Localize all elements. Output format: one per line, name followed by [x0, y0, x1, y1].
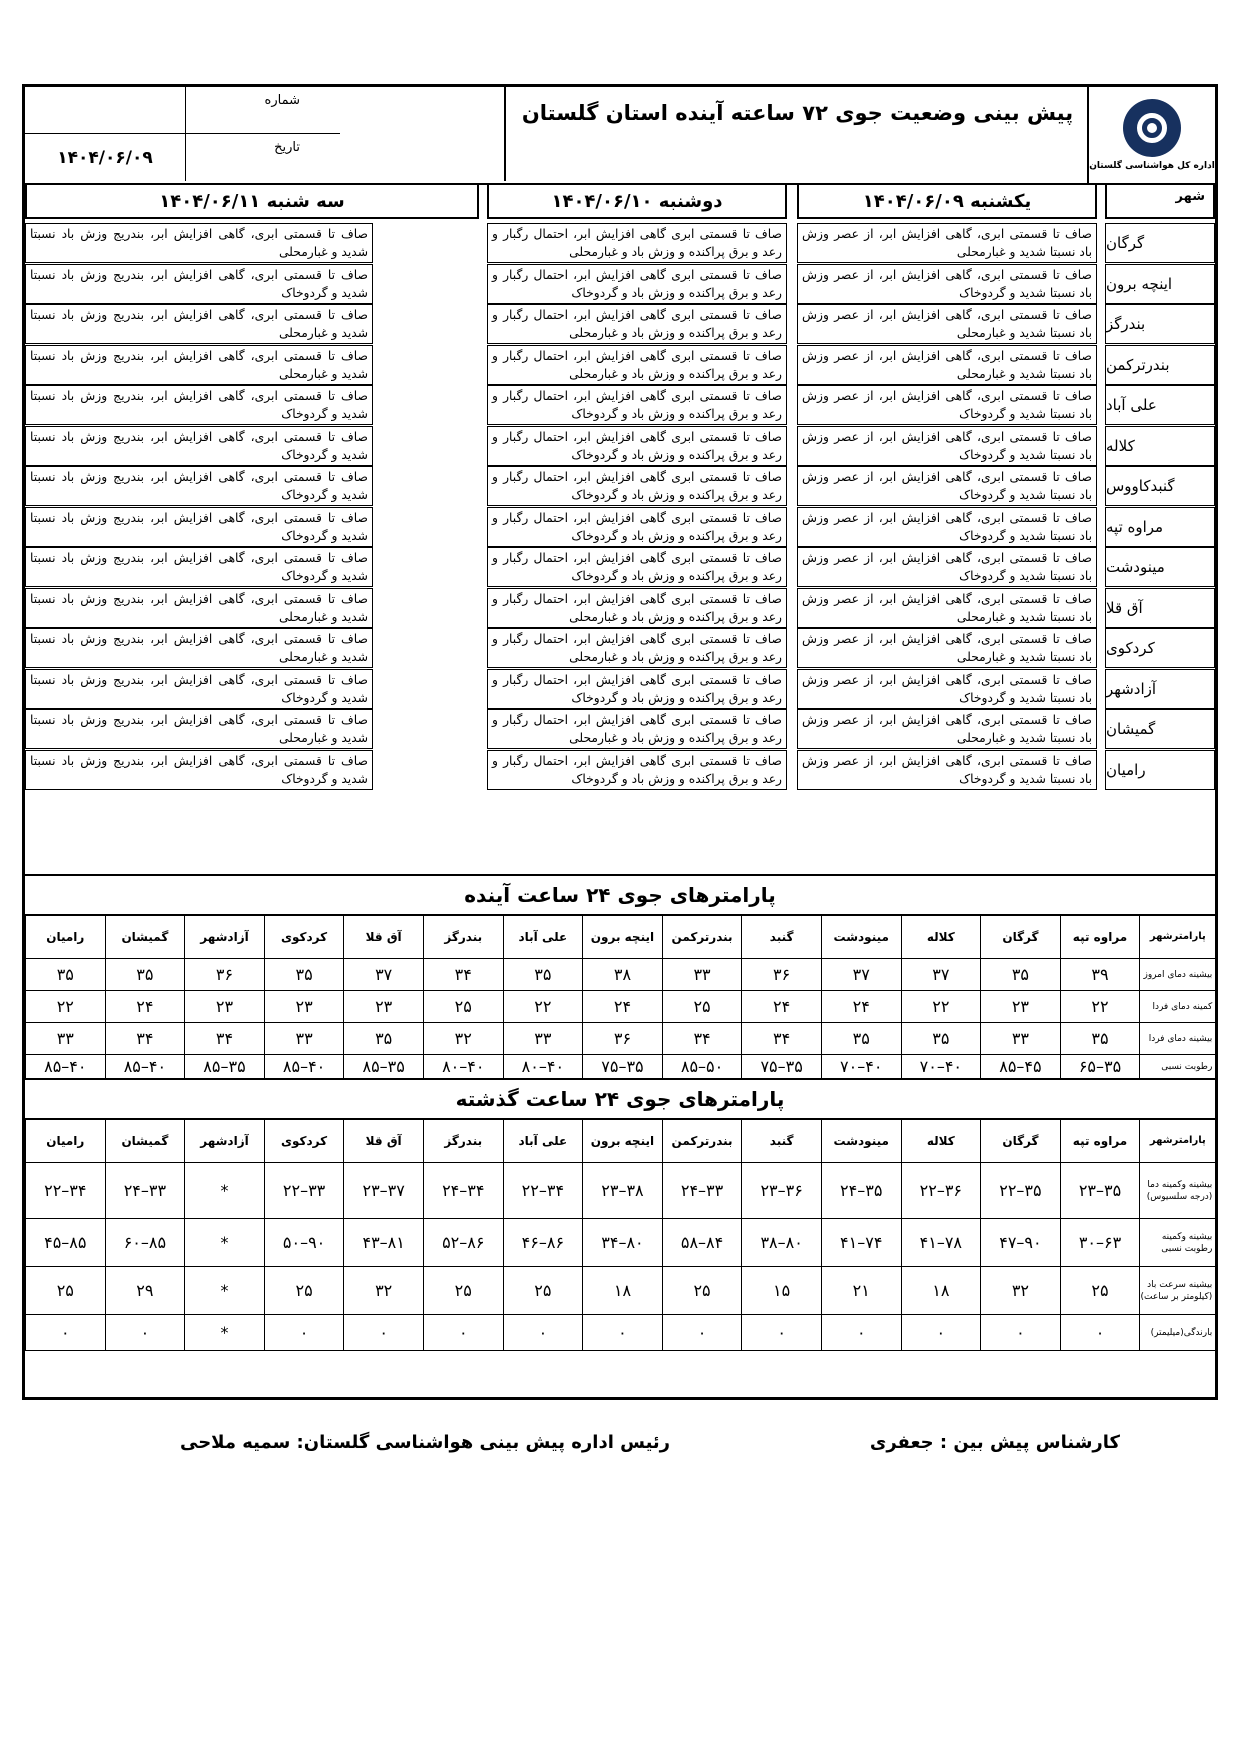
params-value: ۳۶ [742, 959, 822, 991]
params-value: ۳۶ [583, 1023, 663, 1055]
params-value: ۴۰–۸۰ [503, 1055, 583, 1079]
day-header-1: یکشنبه ۱۴۰۴/۰۶/۰۹ [797, 183, 1097, 219]
forecast-row [25, 264, 1215, 304]
forecast-day-3: صاف تا قسمتی ابری، گاهی افزایش ابر، بندریج وزش باد نسبتا شدید و غبارمحلی [25, 223, 373, 263]
forecast-day-3: صاف تا قسمتی ابری، گاهی افزایش ابر، بندریج وزش باد نسبتا شدید و غبارمحلی [25, 345, 373, 385]
params-row-label: بیشینه وکمینه رطوبت نسبی [1140, 1219, 1216, 1267]
params-value: ۲۹ [105, 1267, 185, 1315]
params-value: ۲۳ [344, 991, 424, 1023]
forecast-day-1: صاف تا قسمتی ابری، گاهی افزایش ابر، از عصر وزش باد نسبتا شدید و غبارمحلی [797, 304, 1097, 344]
forecast-day-3: صاف تا قسمتی ابری، گاهی افزایش ابر، بندریج وزش باد نسبتا شدید و گردوخاک [25, 385, 373, 425]
city-name: مراوه تپه [1105, 507, 1215, 547]
forecast-day-1: صاف تا قسمتی ابری، گاهی افزایش ابر، از عصر وزش باد نسبتا شدید و غبارمحلی [797, 223, 1097, 263]
params-value: ۳۴–۲۲ [503, 1163, 583, 1219]
params-value: ۴۵–۸۵ [981, 1055, 1061, 1079]
params-value: ۲۱ [821, 1267, 901, 1315]
forecast-day-1: صاف تا قسمتی ابری، گاهی افزایش ابر، از عصر وزش باد نسبتا شدید و غبارمحلی [797, 588, 1097, 628]
params-value: ۰ [1060, 1315, 1140, 1351]
params-value: ۲۴ [105, 991, 185, 1023]
date-label: تاریخ [185, 134, 340, 181]
forecast-day-1: صاف تا قسمتی ابری، گاهی افزایش ابر، از عصر وزش باد نسبتا شدید و غبارمحلی [797, 709, 1097, 749]
params-city-header: کردکوی [264, 1119, 344, 1163]
forecast-row [25, 709, 1215, 749]
params-city-header: گرگان [981, 915, 1061, 959]
forecast-day-2: صاف تا قسمتی ابری گاهی افزایش ابر، احتمال رگبار و رعد و برق پراکنده و وزش باد و گردوخاک [487, 385, 787, 425]
forecast-row [25, 669, 1215, 709]
forecast-day-2: صاف تا قسمتی ابری گاهی افزایش ابر، احتمال رگبار و رعد و برق پراکنده و وزش باد و غبارمحلی [487, 588, 787, 628]
forecast-sheet [22, 84, 1218, 1400]
forecast-day-2: صاف تا قسمتی ابری گاهی افزایش ابر، احتمال رگبار و رعد و برق پراکنده و وزش باد و گردوخاک [487, 264, 787, 304]
params-value: ۳۶ [185, 959, 265, 991]
number-label: شماره [185, 87, 340, 134]
params-value: ۸۱–۴۳ [344, 1219, 424, 1267]
params-city-header: آزادشهر [185, 915, 265, 959]
params-value: ۳۵ [344, 1023, 424, 1055]
params-value: ۳۶–۲۲ [901, 1163, 981, 1219]
logo-org-name: اداره کل هواشناسی گلستان [1089, 161, 1215, 171]
forecast-day-1: صاف تا قسمتی ابری، گاهی افزایش ابر، از عصر وزش باد نسبتا شدید و گردوخاک [797, 669, 1097, 709]
params-value: ۸۴–۵۸ [662, 1219, 742, 1267]
params-value: ۴۰–۷۰ [821, 1055, 901, 1079]
params-row [26, 1023, 1216, 1055]
params-row [26, 1163, 1216, 1219]
params-row [26, 991, 1216, 1023]
params-value: ۹۰–۴۷ [981, 1219, 1061, 1267]
params-value: ۸۰–۳۸ [742, 1219, 822, 1267]
params-city-header: اینچه برون [583, 915, 663, 959]
forecast-day-3: صاف تا قسمتی ابری، گاهی افزایش ابر، بندریج وزش باد نسبتا شدید و غبارمحلی [25, 628, 373, 668]
next24-table [25, 914, 1216, 1079]
params-value: ۳۵ [901, 1023, 981, 1055]
params-value: ۳۳–۲۲ [264, 1163, 344, 1219]
params-value: ۰ [26, 1315, 106, 1351]
params-value: ۳۴–۲۲ [26, 1163, 106, 1219]
forecast-day-3: صاف تا قسمتی ابری، گاهی افزایش ابر، بندریج وزش باد نسبتا شدید و گردوخاک [25, 547, 373, 587]
params-value: ۳۳ [26, 1023, 106, 1055]
params-row-label: بیشینه سرعت باد (کیلومتر بر ساعت) [1140, 1267, 1216, 1315]
params-value: * [185, 1267, 265, 1315]
params-value: ۳۷ [901, 959, 981, 991]
params-row-label: رطوبت نسبی [1140, 1055, 1216, 1079]
forecast-day-3: صاف تا قسمتی ابری، گاهی افزایش ابر، بندریج وزش باد نسبتا شدید و گردوخاک [25, 507, 373, 547]
forecast-day-2: صاف تا قسمتی ابری گاهی افزایش ابر، احتمال رگبار و رعد و برق پراکنده و وزش باد و گردوخاک [487, 466, 787, 506]
city-name: اینچه برون [1105, 264, 1215, 304]
params-value: ۷۸–۴۱ [901, 1219, 981, 1267]
params-corner: پارامترشهر [1140, 915, 1216, 959]
params-value: ۳۵ [503, 959, 583, 991]
params-value: ۰ [821, 1315, 901, 1351]
params-city-header: مینودشت [821, 1119, 901, 1163]
forecast-row [25, 345, 1215, 385]
forecast-day-3: صاف تا قسمتی ابری، گاهی افزایش ابر، بندریج وزش باد نسبتا شدید و گردوخاک [25, 426, 373, 466]
params-value: ۳۳ [264, 1023, 344, 1055]
params-value: ۲۲ [503, 991, 583, 1023]
params-header-row [26, 1119, 1216, 1163]
params-value: ۳۵–۲۲ [981, 1163, 1061, 1219]
params-value: ۸۰–۳۴ [583, 1219, 663, 1267]
forecast-row [25, 588, 1215, 628]
params-city-header: گنبد [742, 1119, 822, 1163]
params-value: ۱۸ [901, 1267, 981, 1315]
params-value: ۳۷–۲۳ [344, 1163, 424, 1219]
city-name: گمیشان [1105, 709, 1215, 749]
params-city-header: آزادشهر [185, 1119, 265, 1163]
params-row [26, 959, 1216, 991]
params-row [26, 1267, 1216, 1315]
forecast-day-2: صاف تا قسمتی ابری گاهی افزایش ابر، احتمال رگبار و رعد و برق پراکنده و وزش باد و گردوخاک [487, 507, 787, 547]
date-value: ۱۴۰۴/۰۶/۰۹ [57, 147, 153, 168]
params-city-header: کلاله [901, 915, 981, 959]
forecast-day-1: صاف تا قسمتی ابری، گاهی افزایش ابر، از عصر وزش باد نسبتا شدید و غبارمحلی [797, 345, 1097, 385]
params-value: ۲۵ [26, 1267, 106, 1315]
params-value: * [185, 1219, 265, 1267]
params-row-label: بیشینه وکمینه دما (درجه سلسیوس) [1140, 1163, 1216, 1219]
params-city-header: گرگان [981, 1119, 1061, 1163]
forecast-day-3: صاف تا قسمتی ابری، گاهی افزایش ابر، بندریج وزش باد نسبتا شدید و گردوخاک [25, 750, 373, 790]
params-value: ۰ [981, 1315, 1061, 1351]
document-meta [25, 87, 502, 181]
page-title: پیش بینی وضعیت جوی ۷۲ ساعته آینده استان گلستان [504, 87, 1089, 181]
params-city-header: رامیان [26, 1119, 106, 1163]
params-value: ۲۴ [821, 991, 901, 1023]
city-name: گنبدکاووس [1105, 466, 1215, 506]
params-row [26, 1055, 1216, 1079]
params-value: ۳۴ [185, 1023, 265, 1055]
params-value: ۳۵ [26, 959, 106, 991]
forecast-day-2: صاف تا قسمتی ابری گاهی افزایش ابر، احتمال رگبار و رعد و برق پراکنده و وزش باد و گردوخاک [487, 426, 787, 466]
day-header-2: دوشنبه ۱۴۰۴/۰۶/۱۰ [487, 183, 787, 219]
params-value: ۰ [901, 1315, 981, 1351]
params-value: ۲۲ [26, 991, 106, 1023]
params-value: ۳۷ [344, 959, 424, 991]
params-value: ۰ [583, 1315, 663, 1351]
params-value: ۳۶–۲۳ [742, 1163, 822, 1219]
forecast-day-1: صاف تا قسمتی ابری، گاهی افزایش ابر، از عصر وزش باد نسبتا شدید و گردوخاک [797, 507, 1097, 547]
city-column-header: شهر [1105, 183, 1215, 219]
forecast-row [25, 750, 1215, 790]
forecast-day-1: صاف تا قسمتی ابری، گاهی افزایش ابر، از عصر وزش باد نسبتا شدید و گردوخاک [797, 547, 1097, 587]
params-value: ۳۵ [1060, 1023, 1140, 1055]
params-city-header: کلاله [901, 1119, 981, 1163]
params-value: ۳۵–۸۵ [185, 1055, 265, 1079]
params-value: ۰ [423, 1315, 503, 1351]
forecast-day-1: صاف تا قسمتی ابری، گاهی افزایش ابر، از عصر وزش باد نسبتا شدید و گردوخاک [797, 264, 1097, 304]
params-value: ۲۳ [981, 991, 1061, 1023]
forecast-day-2: صاف تا قسمتی ابری گاهی افزایش ابر، احتمال رگبار و رعد و برق پراکنده و وزش باد و غبارمحلی [487, 223, 787, 263]
params-value: ۹۰–۵۰ [264, 1219, 344, 1267]
city-name: بندرگز [1105, 304, 1215, 344]
params-value: ۳۴ [662, 1023, 742, 1055]
params-city-header: مینودشت [821, 915, 901, 959]
params-value: ۳۴ [423, 959, 503, 991]
city-name: آزادشهر [1105, 669, 1215, 709]
forecast-day-3: صاف تا قسمتی ابری، گاهی افزایش ابر، بندریج وزش باد نسبتا شدید و گردوخاک [25, 466, 373, 506]
next24-title: پارامترهای جوی ۲۴ ساعت آینده [25, 874, 1215, 916]
params-city-header: اینچه برون [583, 1119, 663, 1163]
params-value: ۲۵ [662, 1267, 742, 1315]
params-row-label: کمینه دمای فردا [1140, 991, 1216, 1023]
params-value: ۳۴–۲۴ [423, 1163, 503, 1219]
params-value: ۷۴–۴۱ [821, 1219, 901, 1267]
params-value: ۳۵–۲۴ [821, 1163, 901, 1219]
forecast-row [25, 426, 1215, 466]
params-value: ۰ [105, 1315, 185, 1351]
forecast-day-2: صاف تا قسمتی ابری گاهی افزایش ابر، احتمال رگبار و رعد و برق پراکنده و وزش باد و غبارمحلی [487, 345, 787, 385]
forecast-day-1: صاف تا قسمتی ابری، گاهی افزایش ابر، از عصر وزش باد نسبتا شدید و گردوخاک [797, 385, 1097, 425]
city-name: گرگان [1105, 223, 1215, 263]
params-value: ۲۵ [264, 1267, 344, 1315]
params-city-header: آق قلا [344, 1119, 424, 1163]
forecast-day-1: صاف تا قسمتی ابری، گاهی افزایش ابر، از عصر وزش باد نسبتا شدید و غبارمحلی [797, 628, 1097, 668]
forecast-row [25, 466, 1215, 506]
params-value: ۵۰–۸۵ [662, 1055, 742, 1079]
params-value: ۳۵–۲۳ [1060, 1163, 1140, 1219]
forecast-day-1: صاف تا قسمتی ابری، گاهی افزایش ابر، از عصر وزش باد نسبتا شدید و گردوخاک [797, 426, 1097, 466]
params-value: ۳۵–۶۵ [1060, 1055, 1140, 1079]
params-value: ۳۲ [981, 1267, 1061, 1315]
params-row-label: بیشینه دمای امروز [1140, 959, 1216, 991]
forecast-day-2: صاف تا قسمتی ابری گاهی افزایش ابر، احتمال رگبار و رعد و برق پراکنده و وزش باد و غبارمحلی [487, 304, 787, 344]
forecast-row [25, 223, 1215, 263]
forecast-day-1: صاف تا قسمتی ابری، گاهی افزایش ابر، از عصر وزش باد نسبتا شدید و گردوخاک [797, 750, 1097, 790]
params-value: ۸۵–۴۵ [26, 1219, 106, 1267]
params-row-label: بارندگی(میلیمتر) [1140, 1315, 1216, 1351]
forecast-day-2: صاف تا قسمتی ابری گاهی افزایش ابر، احتمال رگبار و رعد و برق پراکنده و وزش باد و گردوخاک [487, 669, 787, 709]
params-value: ۲۴ [742, 991, 822, 1023]
params-value: ۳۳–۲۴ [105, 1163, 185, 1219]
params-value: ۰ [264, 1315, 344, 1351]
forecast-day-3: صاف تا قسمتی ابری، گاهی افزایش ابر، بندریج وزش باد نسبتا شدید و غبارمحلی [25, 588, 373, 628]
params-value: ۰ [662, 1315, 742, 1351]
params-header-row [26, 915, 1216, 959]
params-value: ۴۰–۷۰ [901, 1055, 981, 1079]
params-value: ۸۶–۴۶ [503, 1219, 583, 1267]
params-value: ۳۳ [662, 959, 742, 991]
forecast-day-2: صاف تا قسمتی ابری گاهی افزایش ابر، احتمال رگبار و رعد و برق پراکنده و وزش باد و گردوخاک [487, 750, 787, 790]
params-value: ۰ [503, 1315, 583, 1351]
params-city-header: گمیشان [105, 1119, 185, 1163]
forecast-row [25, 385, 1215, 425]
params-value: ۳۵–۸۵ [344, 1055, 424, 1079]
city-name: رامیان [1105, 750, 1215, 790]
header [25, 87, 1215, 185]
params-value: ۳۵–۷۵ [583, 1055, 663, 1079]
params-value: ۲۵ [1060, 1267, 1140, 1315]
params-city-header: مراوه تپه [1060, 1119, 1140, 1163]
params-value: ۲۵ [503, 1267, 583, 1315]
city-name: علی آباد [1105, 385, 1215, 425]
params-value: ۳۵–۷۵ [742, 1055, 822, 1079]
params-value: ۲۳ [264, 991, 344, 1023]
params-value: ۰ [742, 1315, 822, 1351]
params-value: ۲۵ [662, 991, 742, 1023]
params-city-header: کردکوی [264, 915, 344, 959]
params-value: ۲۳ [185, 991, 265, 1023]
params-value: ۴۰–۸۵ [264, 1055, 344, 1079]
forecast-row [25, 547, 1215, 587]
city-name: بندرترکمن [1105, 345, 1215, 385]
forecast-day-3: صاف تا قسمتی ابری، گاهی افزایش ابر، بندریج وزش باد نسبتا شدید و غبارمحلی [25, 709, 373, 749]
forecast-day-2: صاف تا قسمتی ابری گاهی افزایش ابر، احتمال رگبار و رعد و برق پراکنده و وزش باد و گردوخاک [487, 547, 787, 587]
forecaster-signature: کارشناس پیش بین : جعفری [869, 1432, 1120, 1453]
params-value: ۶۳–۳۰ [1060, 1219, 1140, 1267]
params-corner: پارامترشهر [1140, 1119, 1216, 1163]
params-value: ۳۳ [503, 1023, 583, 1055]
params-value: ۸۶–۵۲ [423, 1219, 503, 1267]
params-value: ۸۵–۶۰ [105, 1219, 185, 1267]
params-value: * [185, 1315, 265, 1351]
params-value: ۳۵ [981, 959, 1061, 991]
params-value: ۳۸ [583, 959, 663, 991]
params-city-header: بندرترکمن [662, 915, 742, 959]
params-city-header: بندرگز [423, 1119, 503, 1163]
params-value: ۱۵ [742, 1267, 822, 1315]
params-value: ۳۵ [821, 1023, 901, 1055]
forecast-day-2: صاف تا قسمتی ابری گاهی افزایش ابر، احتمال رگبار و رعد و برق پراکنده و وزش باد و غبارمحلی [487, 628, 787, 668]
params-value: * [185, 1163, 265, 1219]
forecast-day-3: صاف تا قسمتی ابری، گاهی افزایش ابر، بندریج وزش باد نسبتا شدید و گردوخاک [25, 264, 373, 304]
params-value: ۳۲ [344, 1267, 424, 1315]
params-row [26, 1315, 1216, 1351]
forecast-day-1: صاف تا قسمتی ابری، گاهی افزایش ابر، از عصر وزش باد نسبتا شدید و گردوخاک [797, 466, 1097, 506]
day-header-3: سه شنبه ۱۴۰۴/۰۶/۱۱ [25, 183, 479, 219]
params-value: ۲۵ [423, 1267, 503, 1315]
params-city-header: علی آباد [503, 915, 583, 959]
params-value: ۲۲ [901, 991, 981, 1023]
city-name: کردکوی [1105, 628, 1215, 668]
params-city-header: آق قلا [344, 915, 424, 959]
params-value: ۴۰–۸۰ [423, 1055, 503, 1079]
params-city-header: رامیان [26, 915, 106, 959]
params-city-header: بندرگز [423, 915, 503, 959]
params-value: ۳۹ [1060, 959, 1140, 991]
params-value: ۳۷ [821, 959, 901, 991]
city-name: آق قلا [1105, 588, 1215, 628]
forecast-day-3: صاف تا قسمتی ابری، گاهی افزایش ابر، بندریج وزش باد نسبتا شدید و گردوخاک [25, 669, 373, 709]
params-row-label: بیشینه دمای فردا [1140, 1023, 1216, 1055]
past24-title: پارامترهای جوی ۲۴ ساعت گذشته [25, 1078, 1215, 1120]
params-city-header: گمیشان [105, 915, 185, 959]
forecast-day-2: صاف تا قسمتی ابری گاهی افزایش ابر، احتمال رگبار و رعد و برق پراکنده و وزش باد و غبارمحلی [487, 709, 787, 749]
forecast-day-3: صاف تا قسمتی ابری، گاهی افزایش ابر، بندریج وزش باد نسبتا شدید و غبارمحلی [25, 304, 373, 344]
params-city-header: علی آباد [503, 1119, 583, 1163]
params-value: ۴۰–۸۵ [105, 1055, 185, 1079]
head-signature: رئیس اداره پیش بینی هواشناسی گلستان: سمیه ملاحی [180, 1432, 671, 1453]
params-value: ۳۵ [264, 959, 344, 991]
params-value: ۳۳–۲۴ [662, 1163, 742, 1219]
params-value: ۳۵ [105, 959, 185, 991]
meteorological-organization-logo-icon [1123, 99, 1181, 157]
past24-table [25, 1118, 1216, 1351]
logo [1087, 87, 1215, 183]
params-value: ۳۴ [105, 1023, 185, 1055]
city-name: کلاله [1105, 426, 1215, 466]
forecast-row [25, 507, 1215, 547]
params-value: ۳۸–۲۳ [583, 1163, 663, 1219]
params-city-header: گنبد [742, 915, 822, 959]
params-value: ۳۴ [742, 1023, 822, 1055]
params-value: ۱۸ [583, 1267, 663, 1315]
params-value: ۳۲ [423, 1023, 503, 1055]
params-row [26, 1219, 1216, 1267]
params-city-header: مراوه تپه [1060, 915, 1140, 959]
forecast-row [25, 628, 1215, 668]
params-value: ۲۴ [583, 991, 663, 1023]
params-value: ۴۰–۸۵ [26, 1055, 106, 1079]
params-value: ۳۳ [981, 1023, 1061, 1055]
params-value: ۰ [344, 1315, 424, 1351]
forecast-row [25, 304, 1215, 344]
city-name: مینودشت [1105, 547, 1215, 587]
params-city-header: بندرترکمن [662, 1119, 742, 1163]
number-value [25, 87, 185, 134]
params-value: ۲۵ [423, 991, 503, 1023]
params-value: ۲۲ [1060, 991, 1140, 1023]
